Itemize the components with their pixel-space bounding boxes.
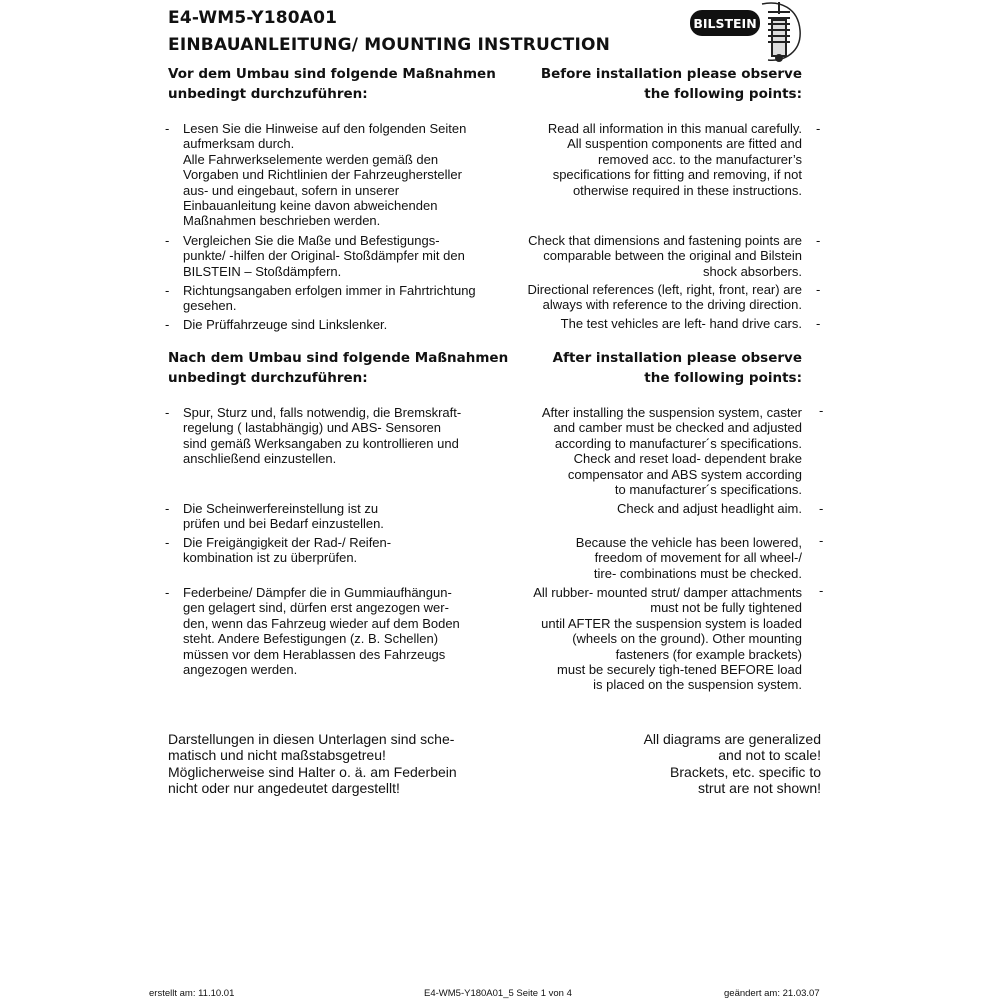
bullet-dash: -	[819, 403, 824, 418]
bullet-dash: -	[816, 282, 821, 297]
page-title: EINBAUANLEITUNG/ MOUNTING INSTRUCTION	[168, 35, 611, 55]
before-en-item-4: The test vehicles are left- hand drive cars.	[560, 316, 802, 331]
before-en-item-2: Check that dimensions and fastening points are comparable between the original and Bilstein shock absorbers.	[528, 233, 802, 279]
after-de-item-3: Die Freigängigkeit der Rad-/ Reifen- kombination ist zu überprüfen.	[183, 535, 392, 566]
bilstein-logo	[688, 0, 804, 64]
bullet-dash: -	[165, 535, 170, 550]
after-de-item-4: Federbeine/ Dämpfer die in Gummiaufhängun- gen gelagert sind, dürfen erst angezogen wer- den, wenn das Fahrzeug wieder auf dem Boden steht. Andere Befestigungen (z. B. Schellen) müssen vor dem Herablassen des Fahrzeugs angezogen werden.	[183, 585, 460, 678]
after-de-item-2: Die Scheinwerfereinstellung ist zu prüfen und bei Bedarf einzustellen.	[183, 501, 384, 532]
note-en: All diagrams are generalized and not to scale! Brackets, etc. specific to strut are not shown!	[643, 731, 821, 797]
before-de-item-4: Die Prüffahrzeuge sind Linkslenker.	[183, 317, 388, 332]
after-de-item-1: Spur, Sturz und, falls notwendig, die Bremskraft- regelung ( lastabhängig) und ABS- Sensoren sind gemäß Werksangaben zu kontrollieren und anschließend einzustellen.	[183, 405, 462, 467]
bullet-dash: -	[165, 317, 170, 332]
bullet-dash: -	[819, 533, 824, 548]
bullet-dash: -	[165, 233, 170, 248]
document-code: E4-WM5-Y180A01	[168, 8, 338, 28]
after-en-item-4: All rubber- mounted strut/ damper attachments must not be fully tightened until AFTER the suspension system is loaded (wheels on the ground). Other mounting fasteners (for example brackets) must be securely tigh-tened BEFORE load is placed on the suspension system.	[533, 585, 802, 693]
after-heading-en: After installation please observe the following points:	[552, 350, 802, 386]
after-en-item-2: Check and adjust headlight aim.	[616, 501, 802, 516]
bullet-dash: -	[819, 501, 824, 516]
before-en-item-1: Read all information in this manual carefully. All suspention components are fitted and removed acc. to the manufacturer’s specifications for fitting and removing, if not otherwise required in these instructions.	[547, 121, 802, 198]
footer-changed: geändert am: 21.03.07	[724, 988, 820, 999]
before-en-item-3: Directional references (left, right, front, rear) are always with reference to the driving direction.	[527, 282, 802, 313]
before-heading-en: Before installation please observe the following points:	[540, 66, 802, 102]
after-heading-de: Nach dem Umbau sind folgende Maßnahmen unbedingt durchzuführen:	[168, 350, 509, 386]
before-de-item-2: Vergleichen Sie die Maße und Befestigungs- punkte/ -hilfen der Original- Stoßdämpfer mit den BILSTEIN – Stoßdämpfern.	[183, 233, 465, 279]
before-de-item-3: Richtungsangaben erfolgen immer in Fahrtrichtung gesehen.	[183, 283, 476, 314]
bullet-dash: -	[816, 233, 821, 248]
footer-page: E4-WM5-Y180A01_5 Seite 1 von 4	[424, 988, 572, 999]
bullet-dash: -	[816, 121, 821, 136]
bullet-dash: -	[165, 121, 170, 136]
after-en-item-1: After installing the suspension system, caster and camber must be checked and adjusted according to manufacturer´s specifications. Check and reset load- dependent brake compensator and ABS system according to manufacturer´s specifications.	[541, 405, 802, 498]
bullet-dash: -	[165, 405, 170, 420]
after-en-item-3: Because the vehicle has been lowered, freedom of movement for all wheel-/ tire- combinations must be checked.	[575, 535, 802, 581]
bullet-dash: -	[165, 501, 170, 516]
before-heading-de: Vor dem Umbau sind folgende Maßnahmen unbedingt durchzuführen:	[168, 66, 496, 102]
logo-text: BILSTEIN	[693, 16, 757, 31]
bullet-dash: -	[819, 583, 824, 598]
bullet-dash: -	[165, 585, 170, 600]
footer-created: erstellt am: 11.10.01	[149, 988, 235, 999]
before-de-item-1: Lesen Sie die Hinweise auf den folgenden Seiten aufmerksam durch. Alle Fahrwerkselemente werden gemäß den Vorgaben und Richtlinien der Fahrzeughersteller aus- und eingebaut, sofern in unserer Einbauanleitung keine davon abweichenden Maßnahmen beschrieben werden.	[183, 121, 467, 229]
note-de: Darstellungen in diesen Unterlagen sind sche- matisch und nicht maßstabsgetreu! Möglicherweise sind Halter o. ä. am Federbein nicht oder nur angedeutet dargestellt!	[168, 731, 457, 797]
bullet-dash: -	[165, 283, 170, 298]
bullet-dash: -	[816, 316, 821, 331]
